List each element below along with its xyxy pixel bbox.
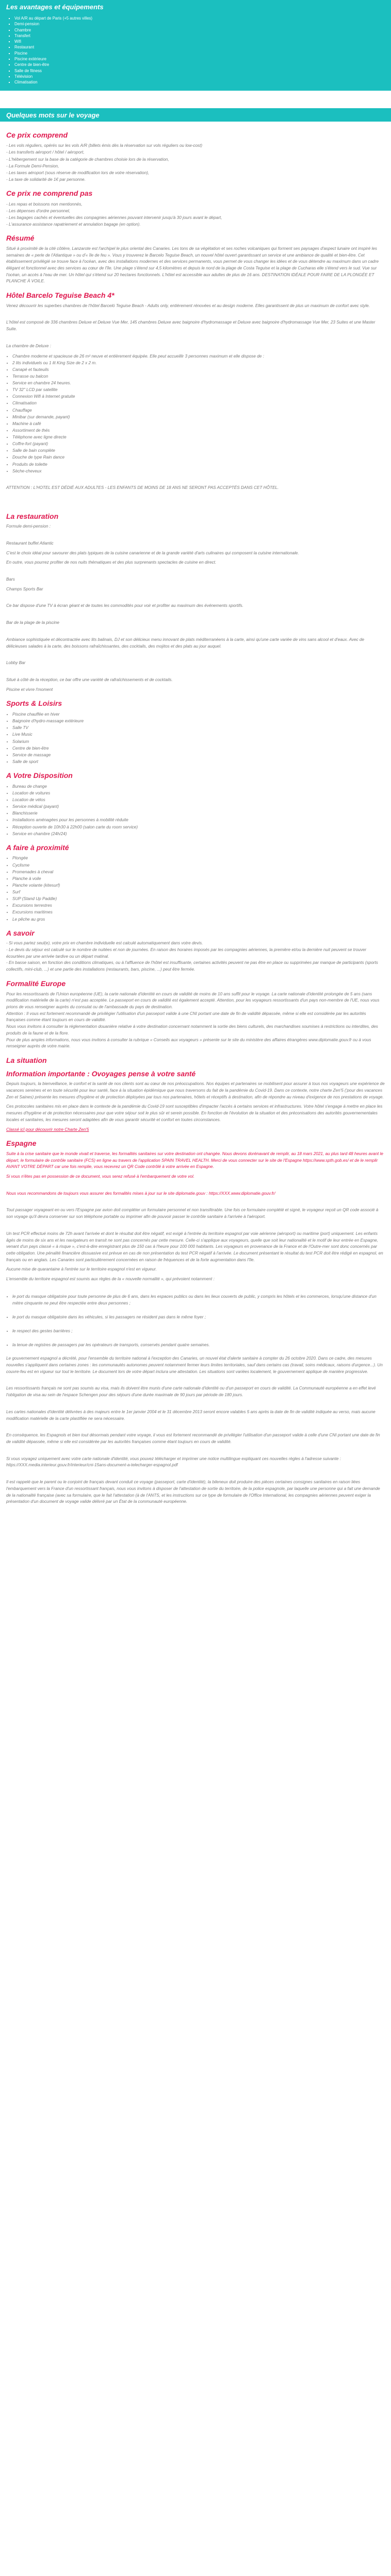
a-savoir-text: - Si vous partez seul(e), votre prix en chambre individuelle est calculé automatiquement dans votre devis. - Le devis du séjour est calculé sur le nombre de nuitées et non de journées. En raison des horaires imposés par les compagnies aériennes, la première et/ou la dernière nuit peuvent se trouver écourtées par une arrivée tardive ou un départ matinal. - En basse saison, en fonction des conditions climatiques, ou à l'affluence de l'hôtel est insuffisante, certaines activités peuvent ne pas être en place ou supprimées par manque de participants (sports collectifs, mini-club, ...) et une partie des installations (restaurants, bars, piscine, ...) peut être fermée.	[6, 941, 378, 972]
banner-title: Les avantages et équipements	[6, 3, 104, 11]
list-item: - Les vols réguliers, opérés sur les vols A/R (billets émis dès la réservation sur vols réguliers ou low-cost)	[6, 143, 203, 148]
avantage-item: ▪ Télévision	[14, 74, 385, 79]
list-item: • Cyclisme	[12, 862, 385, 869]
section-title-hotel: Hôtel Barcelo Teguise Beach 4*	[6, 291, 115, 300]
list-item: • Plongée	[12, 855, 385, 861]
list-item: • Bureau de change	[12, 783, 385, 790]
section-title-resume: Résumé	[6, 234, 35, 243]
formalite-text: Pour les ressortissants de l'Union européenne (UE), la carte nationale d'identité en cours de validité de moins de 10 ans suffit pour le voyage. La carte nationale d'identité prolongée de 5 ans (sans modification matérielle de la carte) n'est pas acceptée. Le passeport en cours de validité est également accepté. Attention, pour les voyageurs ressortissants d'un pays non-membre de l'UE, nous vous prions de vous renseigner auprès du consulat ou de l'ambassade du pays de destination. Attention : Il vous est fortement recommandé de privilégier l'utilisation d'un passeport valide à une CNI portant une date de fin de validité dépassée, même si elle est considérée par les autorités françaises comme étant toujours en cours de validité. Nous vous invitons à consulter la réglementation douanière relative à votre destination concernant notamment la sortie des biens culturels, des marchandises soumises à restrictions ou interdites, des produits de la faune et de la flore. Pour de plus amples informations, nous vous invitons à consulter la rubrique « Conseils aux voyageurs » présente sur le site du ministère des affaires étrangères www.diplomatie.gouv.fr ou à vous renseigner auprès de votre mairie.	[6, 991, 380, 1049]
list-item: • Salle de sport	[12, 758, 385, 765]
list-item: - Les transferts aéroport / hôtel / aéroport,	[6, 150, 85, 155]
avantage-item: ▪ Piscine	[14, 50, 385, 56]
banner-title: Quelques mots sur le voyage	[6, 111, 100, 119]
bars-piscine-desc: Ambiance sophistiquée et décontractée avec lits balinais, DJ et son délicieux menu innovant de plats méditerranéens à la carte, ainsi qu'une carte variée de vins sans alcool et d'eaux. Avec de délicieuses salades à la carte, des boissons rafraîchissantes, des cocktails, des mojitos et des plats au jour auquel.	[6, 637, 365, 649]
avantage-item: ▪ Restaurant	[14, 44, 385, 50]
section-title-espagne: Espagne	[6, 1139, 37, 1148]
list-item: • Chambre moderne et spacieuse de 26 m² neuve et entièrement équipée. Elle peut accueillir 3 personnes maximum et elle dispose de :	[12, 353, 385, 360]
prix-ne-comprend-list	[6, 201, 385, 228]
list-item: • Minibar (sur demande, payant)	[12, 414, 385, 420]
section-title-information: Information importante : Ovoyages pense à votre santé	[6, 1069, 196, 1078]
list-item: • Service de massage	[12, 752, 385, 758]
resto-formule: Formule demi-pension :	[6, 524, 51, 529]
avantage-item: ▪ Piscine extérieure	[14, 56, 385, 62]
bars-lobby: Lobby Bar	[6, 660, 26, 666]
list-item: • Machine à café	[12, 420, 385, 427]
attention-notice: ATTENTION : L'HOTEL EST DÉDIÉ AUX ADULTES - LES ENFANTS DE MOINS DE 18 ANS NE SERONT PAS ACCEPTÉS DANS CET HÔTEL.	[6, 485, 279, 490]
sports-list	[6, 711, 385, 765]
list-item: - Les repas et boissons non mentionnés,	[6, 201, 83, 207]
espagne-para-3: Nous vous recommandons de toujours vous assurer des formalités mises à jour sur le site diplomatie.gouv : https://XXX.www.diplomatie.gouv.fr/	[6, 1191, 275, 1196]
avantage-item: ▪ Centre de bien-être	[14, 62, 385, 67]
a-faire-list	[6, 855, 385, 922]
list-item: - Les bagages cachés et éventuelles des compagnies aériennes pouvant intervenir jusqu'à 30 jours avant le départ,	[6, 215, 222, 220]
espagne-para-4: Tout passager voyageant en ou vers l'Espagne par avion doit compléter un formulaire personnel et non transférable. Une fois ce formulaire complété et signé, le voyageur reçoit un QR code associé à son voyage qu'il devra conserver sur son téléphone portable ou imprimer afin de pouvoir passer le contrôle sanitaire à l'arrivée à l'aéroport.	[6, 1208, 379, 1219]
resto-desc2: En outre, vous pourrez profiter de nos nuits thématiques et des plus surprenants spectacles de cuisine en direct.	[6, 560, 217, 565]
resume-text: Situé à proximité de la cité côtière, Lanzarote est l'archipel le plus oriental des Canaries. Les tons de sa végétation et ses roches volcaniques qui forment ses paysages d'aspect lunaire ont inspiré les semaines de « perle de l'Atlantique » ou d'« île de feu ». Vous y trouverez le Barcelo Teguise Beach, un nouvel hôtel ouvert garantissant un service et une ambiance de qualité et bien-être. Cet établissement privilégié se trouve face à l'océan, avec des installations modernes et des services permanents, vous permet de vous changer les idées et de vous détendre au maximum dans un cadre élégant et fonctionnel avec des services au cœur de l'île. Une plage s'étend sur 4,5 kilomètres et depuis le nord de la plage de Costa Teguise et la plage de Cucharas elle s'étend vers le sud. Vue sur l'océan, un accès à l'eau de mer. Un hôtel qui s'étend sur 20 hectares fonctionnels. L'hôtel est accessible aux adultes de plus de 16 ans. DESTINATION IDÉALE POUR FAIRE DE LA PLONGÉE ET PLANCHE À VOILE.	[6, 246, 379, 284]
list-item: • Service en chambre 24 heures.	[12, 380, 385, 386]
list-item: • Salle de bain complète	[12, 447, 385, 454]
list-item: • Sèche-cheveux	[12, 468, 385, 474]
list-item: • Assortiment de thés	[12, 427, 385, 434]
list-item: - La Formule Demi-Pension,	[6, 163, 59, 168]
espagne-para-5: Un test PCR effectué moins de 72h avant l'arrivée et dont le résultat doit être négatif, est exigé à l'entrée du territoire espagnol par voie aérienne (aéroport) ou maritime (port) uniquement. Les enfants âgés de moins de six ans et les navigateurs en transit ne sont pas concernés par cette mesure. Celle-ci s'applique aux voyageurs, quelle que soit leur nationalité et le motif de leur entrée en Espagne, venant d'un pays classé « à risque », c'est-à-dire enregistrant plus de 150 cas à l'heure pour 100 000 habitants. Les voyageurs en provenance de la France et de l'Outre-mer sont donc concernés par cette obligation. Une pénalité financière dissuasive est prévue en cas de non présentation du test PCR négatif à l'arrivée. Le document présentant le résultat du test PCR doit être rédigé en espagnol, en français ou en anglais. Les Canaries sont particulièrement concernées en raison de fréquences et de la forte augmentation dans l'île.	[6, 1231, 383, 1262]
list-item: - La taxe de solidarité de 1€ par personne.	[6, 177, 86, 182]
section-title-formalite: Formalité Europe	[6, 979, 66, 988]
avantage-item: ▪ Vol A/R au départ de Paris (+5 autres villes)	[14, 15, 385, 21]
list-item: • Live Music	[12, 731, 385, 738]
list-item: • le respect des gestes barrières ;	[12, 1328, 385, 1334]
section-title-a-savoir: A savoir	[6, 928, 35, 937]
chambre-title: La chambre de Deluxe :	[6, 343, 51, 348]
list-item: • Terrasse ou balcon	[12, 373, 385, 380]
list-item: • Salle TV	[12, 724, 385, 731]
section-banner-avantages	[0, 0, 391, 13]
list-item: • Planche volante (kitesurf)	[12, 882, 385, 889]
list-item: • 2 lits individuels ou 1 lit King Size de 2 x 2 m.	[12, 360, 385, 366]
espagne-para-6: Aucune mise de quarantaine à l'entrée sur le territoire espagnol n'est en vigueur.	[6, 1267, 157, 1272]
resto-desc: C'est le choix idéal pour savourer des plats typiques de la cuisine canarienne et de la grande variété d'arts culinaires qui composent la cuisine internationale.	[6, 550, 299, 555]
list-item: • Blanchisserie	[12, 810, 385, 817]
avantages-panel	[0, 13, 391, 91]
list-item: • Excursions maritimes	[12, 909, 385, 916]
list-item: • Location de voitures	[12, 790, 385, 796]
list-item: • Centre de bien-être	[12, 745, 385, 752]
section-title-disposition: A Votre Disposition	[6, 771, 73, 780]
list-item: • Service médical (payant)	[12, 803, 385, 810]
espagne-para-2: Si vous n'êtes pas en possession de ce document, vous serez refusé à l'embarquement de votre vol.	[6, 1174, 194, 1179]
espagne-para-8: Le gouvernement espagnol a décrété, pour l'ensemble du territoire national à l'exception des Canaries, un nouvel état d'alerte sanitaire à compter du 26 octobre 2020. Dans ce cadre, des mesures nouvelles s'appliquent dans certaines zones : les communautés autonomes peuvent notamment fermer leurs limites territoriales, sauf dans certains cas (travail, soins médicaux, raisons d'urgence...). Un couvre-feu est en vigueur sur tout le territoire. Le document lors de votre départ inclura une attestation. Les situations sont variées localement, le gouvernement applique de manière progressive.	[6, 1356, 383, 1374]
list-item: - Les taxes aéroport (sous réserve de modification lors de votre réservation),	[6, 170, 150, 175]
list-item: • la tenue de registres de passagers par les opérateurs de transports, conservés pendant quatre semaines.	[12, 1342, 385, 1348]
dispo-list	[6, 783, 385, 837]
list-item: • Piscine chauffée en hiver	[12, 711, 385, 718]
list-item: • Produits de toilette	[12, 461, 385, 468]
list-item: • le port du masque obligatoire pour toute personne de plus de 6 ans, dans les espaces publics ou dans les lieux couverts de public, y compris les hôtels et les commerces, lorsqu'une distance d'un mètre cinquante ne peut être respectée entre deux personnes ;	[12, 1293, 385, 1307]
avantage-item: ▪ Climatisation	[14, 79, 385, 85]
avantage-item: ▪ Wifi	[14, 39, 385, 44]
list-item: • Installations aménagées pour les personnes à mobilité réduite	[12, 817, 385, 823]
list-item: • Excursions terrestres	[12, 902, 385, 909]
info-para-2: Ces protocoles sanitaires mis en place dans le contexte de la pandémie du Covid-19 sont susceptibles d'impacter l'accès à certains services et infrastructures. Votre hôtel s'engage à mettre en place les mesures d'hygiène et de protection nécessaires pour que votre séjour soit le plus sûr et serein possible. En fonction de l'évolution de la situation et des préconisations des autorités gouvernementales locales et sanitaires, les mesures seront adaptées afin de vous garantir sécurité et confort en toutes circonstances.	[6, 1104, 383, 1122]
espagne-para-11: En conséquence, les Espagnols et bien tout désormais pendant votre voyage, il vous est fortement recommandé de privilégier l'utilisation d'un passeport valide à celle d'une CNI portant une date de fin de validité dépassée, même si elle est considérée par les autorités françaises comme étant toujours en cours de validité.	[6, 1433, 380, 1444]
list-item: - L'hébergement sur la base de la catégorie de chambres choisie lors de la réservation,	[6, 157, 169, 162]
avantage-item: ▪ Chambre	[14, 27, 385, 33]
list-item: • Location de vélos	[12, 796, 385, 803]
section-title-sports: Sports & Loisirs	[6, 699, 62, 708]
section-title-restauration: La restauration	[6, 512, 59, 520]
prix-comprend-list	[6, 142, 385, 183]
list-item: • Surf	[12, 889, 385, 895]
espagne-para-9: Les ressortissants français ne sont pas soumis au visa, mais ils doivent être munis d'une carte nationale d'identité ou d'un passeport en cours de validité. La Communauté européenne a en effet levé l'obligation de visa au sein de l'espace Schengen pour des séjours d'une durée maximale de 90 jours par période de 180 jours.	[6, 1386, 376, 1398]
bars-title: Bars	[6, 577, 15, 582]
list-item: • Réception ouverte de 10h30 à 22h00 (salon carte du room service)	[12, 824, 385, 831]
list-item: • Téléphone avec ligne directe	[12, 434, 385, 440]
list-item: • Promenades à cheval	[12, 869, 385, 875]
list-item: • Le pêche au gros	[12, 916, 385, 923]
resto-buffet: Restaurant buffet Atlantic	[6, 540, 54, 546]
espagne-para-13: Il est rappelé que le parent ou le conjoint de français devant conduit ce voyage (passeport, carte d'identité), la bileneux doit produire des pièces certaines consignes sanitaires en raison liées l'embarquement vers la France d'un ressortissant français, nous vous invitons à disposer de l'attestation de sortie du territoire, de la police espagnole, par laquelle une personne qui a fait une demande de la nationalité française (avec sa formulaire, que le fait l'attestation (à de l'ANTS, et les instructions sur ce type de formulaire de l'Office International, les compagnies aériennes peuvent exiger la présentation d'un document de voyage valide délivré par un État de la communauté européenne.	[6, 1480, 380, 1504]
list-item: • SUP (Stand Up Paddle)	[12, 895, 385, 902]
info-para-1: Depuis toujours, la bienveillance, le confort et la santé de nos clients sont au cœur de nos préoccupations. Nos équipes et partenaires se mobilisent pour assurer à tous nos voyageurs une expérience de vacances sereines et en toute sécurité pour leur santé, face à la situation épidémique que nous traversons du fait de la pandémie du Covid-19. Dans ce contexte, notre charte Zen'5 ('pour des vacances Zen et Saines) présente les mesures d'hygiène et de protection déployées par tous nos partenaires, hôtels et réceptifs à destination, afin de répondre au niveau d'exigence de nos prestations de voyage.	[6, 1081, 385, 1099]
list-item: • Canapé et fauteuils	[12, 366, 385, 373]
list-item: • Solarium	[12, 738, 385, 745]
bars-piscine-note: Piscine et vivre l'moment	[6, 687, 53, 692]
section-title-a-faire: A faire à proximité	[6, 843, 69, 852]
chambre-list	[6, 353, 385, 474]
list-item: • TV 32" LCD par satellite	[12, 386, 385, 393]
hotel-rooms: L'hôtel est composé de 336 chambres Deluxe et Deluxe Vue Mer, 145 chambres Deluxe avec baignoire d'hydromassage et Deluxe avec baignoire d'hydromassage Vue Mer, 23 Suites et une Master Suite.	[6, 320, 376, 332]
avantages-list	[6, 15, 385, 86]
avantage-item: ▪ Transfert	[14, 33, 385, 39]
bars-piscine: Bar de la plage de la piscine	[6, 620, 59, 625]
section-banner-voyage	[0, 108, 391, 122]
list-item: • Baignoire d'hydro-massage extérieure	[12, 718, 385, 724]
avantage-item: ▪ Salle de fitness	[14, 68, 385, 74]
hotel-intro: Venez découvrir les superbes chambres de l'hôtel Barceló Teguise Beach - Adults only, entièrement rénovées et au design moderne. Elles garantissent de plus un maximum de confort avec style.	[6, 303, 370, 308]
list-item: - L'assurance assistance rapatriement et annulation bagage (en option).	[6, 222, 141, 227]
info-charte-link[interactable]: Classé icî pour découvrir notre Charte Zen'5	[6, 1127, 89, 1132]
list-item: • Chauffage	[12, 407, 385, 414]
list-item: • Douche de type Rain dance	[12, 454, 385, 461]
espagne-para-7: L'ensemble du territoire espagnol est soumis aux règles de la « nouvelle normalité », qui prévoient notamment :	[6, 1277, 215, 1282]
list-item: • le port du masque obligatoire dans les véhicules, si les passagers ne résident pas dans le même foyer ;	[12, 1314, 385, 1320]
list-item: • Connexion Wifi à Internet gratuite	[12, 393, 385, 400]
bars-sports: Champs Sports Bar	[6, 586, 43, 591]
bars-lobby-desc: Situé à côté de la réception, ce bar offre une variété de rafraîchissements et de cocktails.	[6, 677, 173, 682]
espagne-para-1: Suite à la crise sanitaire que le monde vivait et traverse, les formalités sanitaires sur votre destination ont changée. Nous devons dorénavant de remplir, au 18 mars 2021, au plus tard 48 heures avant le départ, le formulaire de contrôle sanitaire (FCS) en ligne au travers de l'application SPAIN TRAVEL HEALTH. Merci de vous connecter sur le site de l'Espagne https://www.spth.gob.es/ et de le remplir AVANT VOTRE DÉPART car une fois remplie, vous recevrez un QR Code contrôlé à votre arrivée en Espagne.	[6, 1151, 383, 1170]
section-title-situation: La situation	[6, 1056, 47, 1064]
espagne-rules-list	[6, 1293, 385, 1349]
main-content	[0, 122, 391, 1529]
list-item: • Planche à voile	[12, 875, 385, 882]
avantage-item: ▪ Demi-pension	[14, 21, 385, 27]
bars-sports-desc: Ce bar dispose d'une TV à écran géant et de toutes les commodités pour voir et profiter au maximum des événements sportifs.	[6, 603, 243, 608]
section-title-prix-comprend: Ce prix comprend	[6, 130, 68, 139]
espagne-para-12: Si vous voyagez uniquement avec votre carte nationale d'identité, vous pouvez télécharger et imprimer une notice multilingue expliquant ces nouvelles règles à l'adresse suivante : https://XXX.media.interieur.gouv.fr/interieur/cni-15ans-document-a-telecharger-espagnol.pdf	[6, 1456, 341, 1468]
espagne-para-10: Les cartes nationales d'identité délivrées à des majeurs entre le 1er janvier 2004 et le 31 décembre 2013 seront encore valables 5 ans après la date de fin de validité indiquée au verso, mais aucune modification matérielle de la carte plastifiée ne sera nécessaire.	[6, 1409, 376, 1421]
list-item: • Coffre-fort (payant)	[12, 440, 385, 447]
list-item: • Service en chambre (24h/24)	[12, 831, 385, 837]
section-title-prix-ne-comprend: Ce prix ne comprend pas	[6, 189, 93, 197]
list-item: • Climatisation	[12, 400, 385, 406]
list-item: - Les dépenses d'ordre personnel,	[6, 208, 70, 213]
